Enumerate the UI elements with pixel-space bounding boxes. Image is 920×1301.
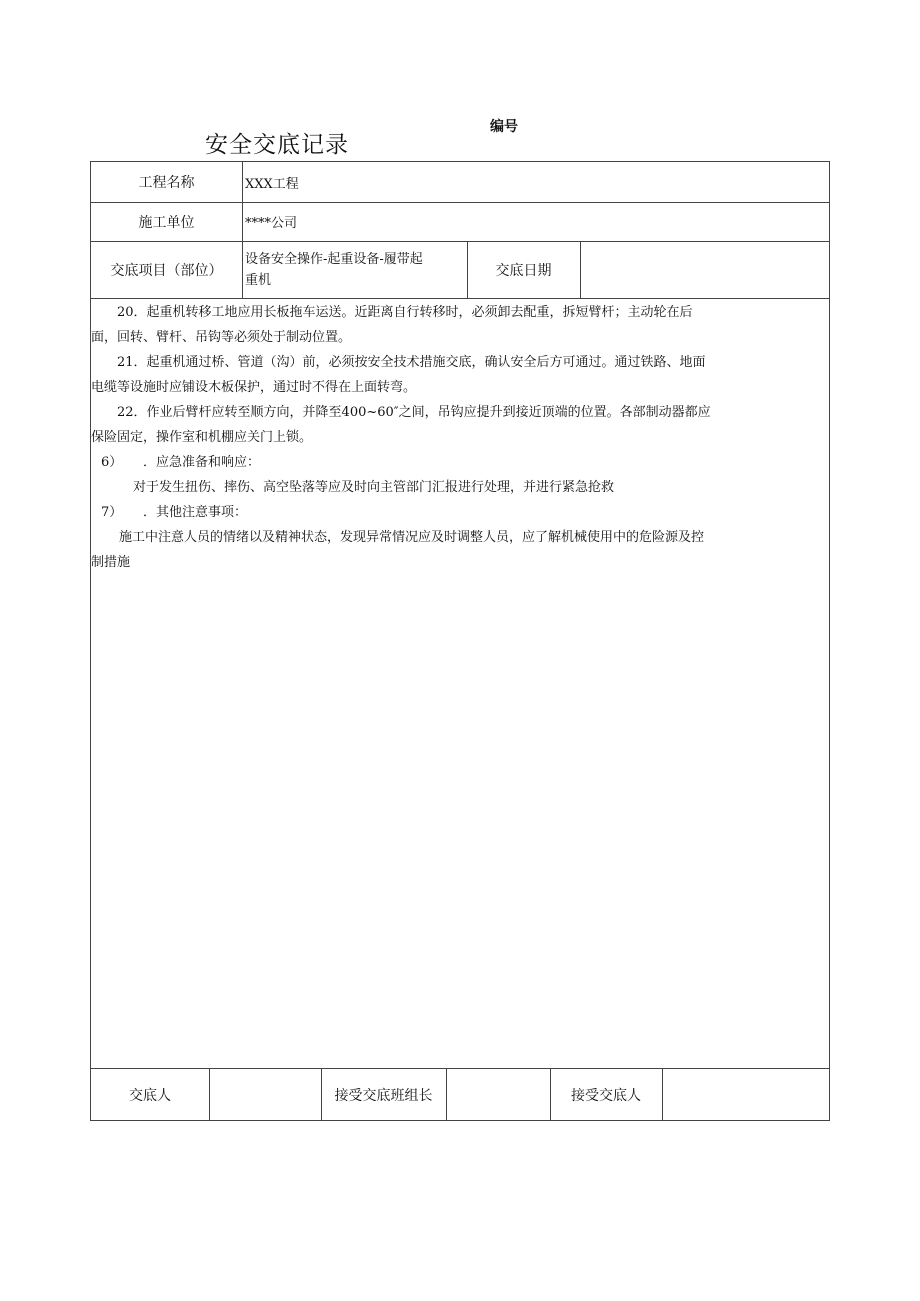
disclosure-item-label: 交底项目（部位） bbox=[110, 262, 223, 279]
construction-unit-value: ****公司 bbox=[245, 216, 298, 231]
disclosure-item-value-line1: 设备安全操作-起重设备-履带起 bbox=[245, 251, 423, 267]
project-name-label: 工程名称 bbox=[138, 175, 195, 191]
document-number-label: 编号 bbox=[490, 119, 518, 135]
disclosure-item-value-line2: 重机 bbox=[245, 272, 272, 288]
section-heading-emergency bbox=[91, 450, 829, 475]
discloser-label: 交底人 bbox=[129, 1087, 171, 1104]
column-divider bbox=[580, 241, 581, 298]
disclosure-date-value bbox=[583, 241, 823, 298]
column-divider bbox=[242, 162, 243, 298]
content-line: 21．起重机通过桥、管道（沟）前，必须按安全技术措施交底，确认安全后方可通过。通过铁路、地面 bbox=[117, 355, 706, 370]
section-number: 7） bbox=[101, 505, 123, 520]
content-line: 电缆等设施时应铺设木板保护，通过时不得在上面转弯。 bbox=[91, 380, 417, 395]
content-line: 对于发生扭伤、摔伤、高空坠落等应及时向主管部门汇报进行处理，并进行紧急抢救 bbox=[133, 480, 615, 495]
project-name-value: XXX工程 bbox=[245, 176, 299, 192]
section-title: ．其他注意事项： bbox=[143, 505, 248, 520]
disclosure-item-value bbox=[245, 241, 465, 298]
disclosure-date-label: 交底日期 bbox=[495, 262, 552, 279]
document-title: 安全交底记录 bbox=[205, 132, 349, 158]
receiver-label: 接受交底人 bbox=[571, 1087, 641, 1104]
row-divider bbox=[91, 298, 829, 299]
content-line: 20．起重机转移工地应用长板拖车运送。近距离自行转移时，必须卸去配重，拆短臂杆；主动轮在后 bbox=[117, 305, 693, 320]
construction-unit-label: 施工单位 bbox=[138, 214, 195, 231]
content-line: 22．作业后臂杆应转至顺方向，并降至400~60″之间，吊钩应提升到接近顶端的位置。各部制动器都应 bbox=[117, 405, 711, 420]
content-line: 施工中注意人员的情绪以及精神状态，发现异常情况应及时调整人员，应了解机械使用中的危险源及控 bbox=[119, 530, 705, 545]
section-number: 6） bbox=[101, 455, 123, 470]
team-leader-label: 接受交底班组长 bbox=[334, 1087, 433, 1104]
section-title: ．应急准备和响应： bbox=[143, 455, 261, 470]
content-line: 面，回转、臂杆、吊钩等必须处于制动位置。 bbox=[91, 330, 352, 345]
disclosure-table bbox=[90, 161, 830, 1121]
content-line: 保险固定，操作室和机棚应关门上锁。 bbox=[91, 430, 313, 445]
disclosure-content bbox=[91, 300, 831, 575]
content-line: 制措施 bbox=[91, 555, 131, 570]
team-leader-signature-field[interactable] bbox=[446, 1068, 550, 1121]
discloser-signature-field[interactable] bbox=[209, 1068, 321, 1121]
receiver-signature-field[interactable] bbox=[662, 1068, 829, 1121]
section-heading-other bbox=[91, 500, 829, 525]
